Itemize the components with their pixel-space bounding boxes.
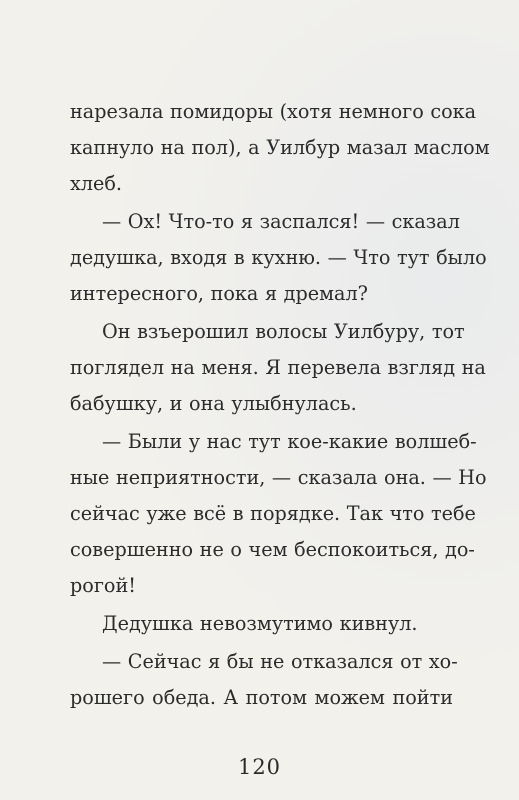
text-line: дедушка, входя в кухню. — Что тут было [70, 246, 487, 269]
text-line: Дедушка невозмутимо кивнул. [102, 612, 418, 635]
text-line: поглядел на меня. Я перевела взгляд на [70, 356, 486, 379]
page-number: 120 [237, 755, 282, 779]
text-line: хлеб. [70, 172, 123, 195]
text-line: совершенно не о чем беспокоиться, до- [70, 538, 475, 561]
text-line: капнуло на пол), а Уилбур мазал маслом [70, 136, 490, 159]
text-line: — Были у нас тут кое-какие волшеб- [102, 430, 477, 453]
text-line: — Сейчас я бы не отказался от хо- [102, 650, 458, 673]
text-line: бабушку, и она улыбнулась. [70, 392, 357, 415]
text-line: сейчас уже всё в порядке. Так что тебе [70, 502, 476, 525]
text-line: нарезала помидоры (хотя немного сока [70, 100, 477, 123]
body-text [70, 94, 490, 716]
text-line: интересного, пока я дремал? [70, 282, 368, 305]
text-line: ные неприятности, — сказала она. — Но [70, 466, 487, 489]
text-line: рогой! [70, 574, 136, 597]
text-line: — Ох! Что-то я заспался! — сказал [102, 210, 460, 233]
text-line: Он взъерошил волосы Уилбуру, тот [102, 320, 465, 343]
text-line: рошего обеда. А потом можем пойти [70, 686, 453, 709]
